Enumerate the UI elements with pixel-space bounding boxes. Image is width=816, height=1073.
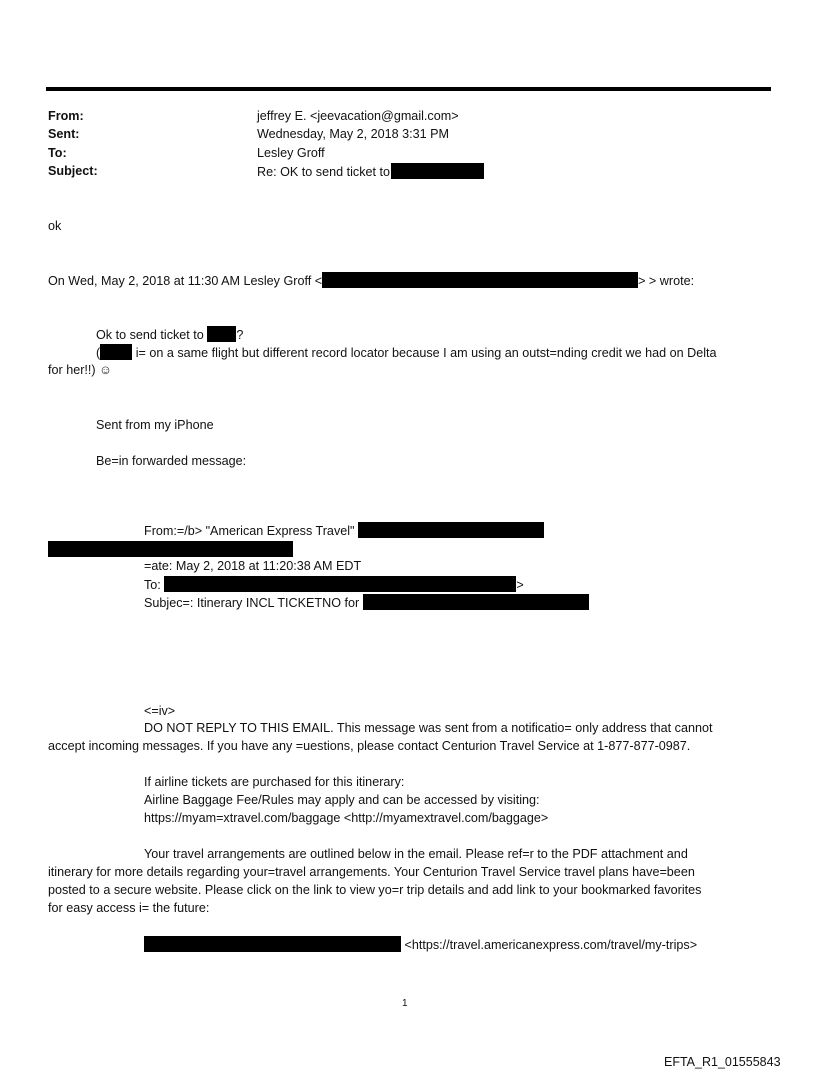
reply-text: ok — [48, 219, 62, 233]
subject-label: Subject: — [48, 164, 98, 178]
airline-line2: Airline Baggage Fee/Rules may apply and can be accessed by visiting: — [144, 793, 540, 807]
paren-open: ( — [96, 346, 101, 360]
airline-line1: If airline tickets are purchased for this itinerary: — [144, 775, 405, 789]
redaction-box — [100, 344, 132, 360]
fwd-to-line — [144, 576, 524, 594]
fwd-date-line: =ate: May 2, 2018 at 11:20:38 AM EDT — [144, 559, 362, 573]
para2-line4: for easy access i= the future: — [48, 901, 210, 915]
from-label: From: — [48, 109, 84, 123]
quote-intro-pre: On Wed, May 2, 2018 at 11:30 AM Lesley Groff < — [48, 274, 323, 288]
ok-line-post: ? — [236, 328, 244, 342]
fwd-to-label: To: — [144, 578, 161, 592]
redaction-box — [363, 594, 589, 610]
div-tag: <=iv> — [144, 704, 176, 718]
paren-cont: for her!!) ☺ — [48, 363, 112, 377]
ok-line — [96, 326, 243, 344]
redaction-box — [322, 272, 638, 288]
baggage-link[interactable]: https://myam=xtravel.com/baggage <http://myamextravel.com/baggage> — [144, 811, 549, 825]
fwd-subject-line — [144, 594, 589, 612]
redaction-box — [164, 576, 516, 592]
redaction-box — [358, 522, 544, 538]
header-rule — [46, 87, 771, 91]
to-value: Lesley Groff — [257, 146, 325, 160]
para2-line3: posted to a secure website. Please click on the link to view yo=r trip details and add link to your bookmarked favorites — [48, 883, 702, 897]
quote-intro-post: > > wrote: — [638, 274, 695, 288]
trip-link[interactable]: <https://travel.americanexpress.com/travel/my-trips> — [404, 938, 698, 952]
redaction-box — [48, 541, 293, 557]
page-number: 1 — [402, 998, 408, 1009]
paren-rest: i= on a same flight but different record locator because I am using an outst=nding credit we had on Delta — [132, 346, 717, 360]
quote-intro — [48, 272, 694, 290]
bates-number: EFTA_R1_01555843 — [664, 1055, 781, 1069]
para1-line2: accept incoming messages. If you have any =uestions, please contact Centurion Travel Service at 1-877-877-0987. — [48, 739, 691, 753]
subject-value: Re: OK to send ticket to — [257, 165, 390, 179]
sent-from: Sent from my iPhone — [96, 418, 214, 432]
sent-value: Wednesday, May 2, 2018 3:31 PM — [257, 127, 450, 141]
para1-line1: DO NOT REPLY TO THIS EMAIL. This message was sent from a notificatio= only address that cannot — [144, 721, 713, 735]
to-label: To: — [48, 146, 67, 160]
redaction-box — [144, 936, 401, 952]
sent-label: Sent: — [48, 127, 80, 141]
para2-line1: Your travel arrangements are outlined below in the email. Please ref=r to the PDF attachment and — [144, 847, 688, 861]
fwd-from-line — [144, 522, 544, 540]
from-value: jeffrey E. <jeevacation@gmail.com> — [257, 109, 459, 123]
fwd-subject-text: Subjec=: Itinerary INCL TICKETNO for — [144, 596, 360, 610]
begin-forwarded: Be=in forwarded message: — [96, 454, 247, 468]
para2-line2: itinerary for more details regarding your=travel arrangements. Your Centurion Travel Service travel plans have=been — [48, 865, 695, 879]
redaction-box — [207, 326, 236, 342]
trip-link-line — [144, 936, 697, 954]
paren-line — [96, 344, 717, 362]
ok-line-pre: Ok to send ticket to — [96, 328, 204, 342]
redaction-box — [391, 163, 484, 179]
subject-line — [257, 163, 484, 181]
fwd-to-close: > — [516, 578, 524, 592]
fwd-from-text: From:=/b> "American Express Travel" — [144, 524, 355, 538]
